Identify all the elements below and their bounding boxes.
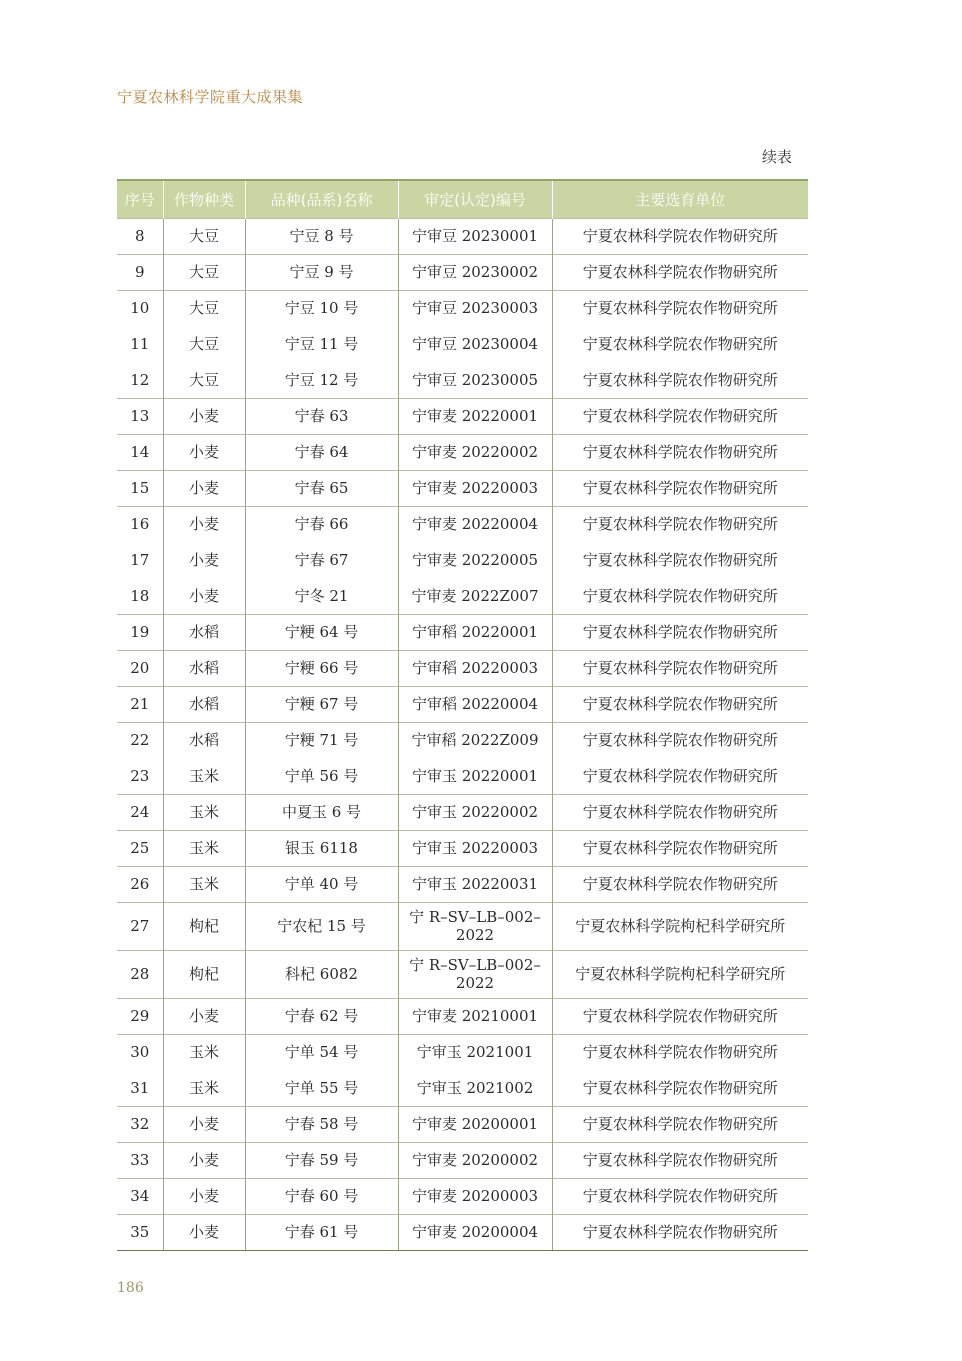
- table-row: [117, 998, 808, 1034]
- cell-no: 20: [117, 650, 163, 686]
- cell-unit: 宁夏农林科学院农作物研究所: [552, 398, 808, 434]
- cell-crop: 小麦: [163, 398, 245, 434]
- page-number: 186: [117, 1280, 144, 1296]
- table-row: [117, 1070, 808, 1106]
- cell-variety: 宁单 40 号: [245, 866, 398, 902]
- cell-variety: 宁春 61 号: [245, 1214, 398, 1250]
- cell-code: 宁审麦 20220004: [398, 506, 552, 542]
- column-header-unit: 主要选育单位: [552, 180, 808, 218]
- table-row: [117, 614, 808, 650]
- cell-code: 宁审麦 20220002: [398, 434, 552, 470]
- cell-variety: 宁豆 12 号: [245, 362, 398, 398]
- cell-code: 宁审稻 20220004: [398, 686, 552, 722]
- cell-no: 22: [117, 722, 163, 758]
- table-row: [117, 542, 808, 578]
- cell-no: 19: [117, 614, 163, 650]
- cell-variety: 中夏玉 6 号: [245, 794, 398, 830]
- cell-no: 27: [117, 902, 163, 950]
- cell-unit: 宁夏农林科学院农作物研究所: [552, 866, 808, 902]
- cell-variety: 宁粳 71 号: [245, 722, 398, 758]
- table-row: [117, 578, 808, 614]
- cell-crop: 小麦: [163, 1106, 245, 1142]
- cell-code: 宁审豆 20230001: [398, 218, 552, 254]
- cell-no: 13: [117, 398, 163, 434]
- cell-crop: 小麦: [163, 998, 245, 1034]
- table-row: [117, 254, 808, 290]
- cell-no: 8: [117, 218, 163, 254]
- cell-variety: 宁春 59 号: [245, 1142, 398, 1178]
- cell-code: 宁 R–SV–LB–002–2022: [398, 902, 552, 950]
- cell-no: 35: [117, 1214, 163, 1250]
- table-row: [117, 902, 808, 950]
- cell-crop: 大豆: [163, 362, 245, 398]
- cell-variety: 宁单 56 号: [245, 758, 398, 794]
- cell-code: 宁审麦 20210001: [398, 998, 552, 1034]
- cell-variety: 宁春 60 号: [245, 1178, 398, 1214]
- table-row: [117, 470, 808, 506]
- cell-crop: 小麦: [163, 434, 245, 470]
- table-row: [117, 1214, 808, 1250]
- cell-variety: 宁单 55 号: [245, 1070, 398, 1106]
- cell-code: 宁审麦 20200001: [398, 1106, 552, 1142]
- cell-unit: 宁夏农林科学院农作物研究所: [552, 542, 808, 578]
- cell-variety: 宁春 58 号: [245, 1106, 398, 1142]
- cell-no: 18: [130, 586, 150, 605]
- cell-code: 宁审麦 20200002: [398, 1142, 552, 1178]
- table-row: [117, 218, 808, 254]
- cell-crop: 水稻: [163, 686, 245, 722]
- cell-no: 17: [130, 551, 150, 569]
- table-row: [117, 398, 808, 434]
- cell-crop: 大豆: [163, 218, 245, 254]
- continued-label: 续表: [762, 148, 793, 166]
- cell-crop: 小麦: [163, 542, 245, 578]
- cell-code: 宁审麦 2022Z007: [398, 578, 552, 614]
- cell-unit: 宁夏农林科学院农作物研究所: [552, 578, 808, 614]
- column-header-no: 序号: [117, 180, 163, 218]
- cell-code: 宁审玉 20220002: [398, 794, 552, 830]
- cell-unit: 宁夏农林科学院农作物研究所: [552, 1178, 808, 1214]
- cell-no: 29: [117, 998, 163, 1034]
- cell-variety: 宁春 63: [245, 398, 398, 434]
- table-row: [117, 686, 808, 722]
- cell-variety: 宁春 64: [245, 434, 398, 470]
- cell-crop: 小麦: [163, 470, 245, 506]
- cell-code: 宁审麦 20220003: [398, 470, 552, 506]
- cell-no: 10: [117, 290, 163, 326]
- cell-no: 26: [117, 866, 163, 902]
- cell-crop: 玉米: [163, 866, 245, 902]
- cell-unit: 宁夏农林科学院农作物研究所: [552, 686, 808, 722]
- cell-no: 34: [117, 1178, 163, 1214]
- cell-no: 31: [130, 1078, 150, 1097]
- cell-code: 宁审玉 20220003: [398, 830, 552, 866]
- cell-variety: 宁粳 67 号: [245, 686, 398, 722]
- cell-unit: 宁夏农林科学院农作物研究所: [552, 794, 808, 830]
- cell-no: 15: [117, 470, 163, 506]
- table-row: [117, 722, 808, 758]
- cell-variety: 宁豆 10 号: [245, 290, 398, 326]
- cell-unit: 宁夏农林科学院农作物研究所: [552, 218, 808, 254]
- cell-variety: 宁农杞 15 号: [245, 902, 398, 950]
- cell-no: 25: [117, 830, 163, 866]
- table-row: [117, 1178, 808, 1214]
- cell-no: 11: [130, 335, 150, 353]
- table-row: [117, 794, 808, 830]
- cell-code: 宁审豆 20230002: [398, 254, 552, 290]
- cell-no: 21: [117, 686, 163, 722]
- cell-unit: 宁夏农林科学院农作物研究所: [552, 362, 808, 398]
- cell-crop: 小麦: [163, 578, 245, 614]
- table-row: [117, 362, 808, 398]
- table-header-row: [117, 180, 808, 218]
- cell-variety: 宁豆 9 号: [245, 254, 398, 290]
- cell-unit: 宁夏农林科学院农作物研究所: [552, 614, 808, 650]
- cell-variety: 宁粳 66 号: [245, 650, 398, 686]
- cell-variety: 宁春 66: [245, 506, 398, 542]
- table-row: [117, 1106, 808, 1142]
- cell-unit: 宁夏农林科学院农作物研究所: [552, 722, 808, 758]
- table-row: [117, 1142, 808, 1178]
- cell-unit: 宁夏农林科学院农作物研究所: [552, 830, 808, 866]
- cell-code: 宁审麦 20200004: [398, 1214, 552, 1250]
- cell-no: 24: [117, 794, 163, 830]
- cell-code: 宁审麦 20200003: [398, 1178, 552, 1214]
- cell-unit: 宁夏农林科学院农作物研究所: [552, 254, 808, 290]
- cell-no: 12: [130, 370, 150, 389]
- cell-variety: 宁豆 8 号: [245, 218, 398, 254]
- running-header-title: 宁夏农林科学院重大成果集: [117, 88, 304, 106]
- cell-no: 30: [117, 1034, 163, 1070]
- cell-crop: 水稻: [163, 614, 245, 650]
- cell-code: 宁审稻 2022Z009: [398, 722, 552, 758]
- cell-code: 宁审麦 20220001: [398, 398, 552, 434]
- cell-unit: 宁夏农林科学院农作物研究所: [552, 506, 808, 542]
- cell-no: 14: [117, 434, 163, 470]
- cell-code: 宁审玉 20220031: [398, 866, 552, 902]
- cell-crop: 小麦: [163, 506, 245, 542]
- cell-variety: 科杞 6082: [245, 950, 398, 998]
- cell-code: 宁审玉 2021002: [398, 1070, 552, 1106]
- variety-table: [117, 179, 808, 1251]
- cell-unit: 宁夏农林科学院农作物研究所: [552, 434, 808, 470]
- cell-crop: 大豆: [163, 254, 245, 290]
- table-row: [117, 950, 808, 998]
- cell-variety: 宁粳 64 号: [245, 614, 398, 650]
- cell-crop: 小麦: [163, 1178, 245, 1214]
- cell-code: 宁审麦 20220005: [398, 542, 552, 578]
- cell-unit: 宁夏农林科学院农作物研究所: [552, 290, 808, 326]
- cell-no: 23: [130, 766, 150, 785]
- cell-unit: 宁夏农林科学院农作物研究所: [552, 326, 808, 362]
- cell-unit: 宁夏农林科学院枸杞科学研究所: [552, 950, 808, 998]
- cell-crop: 水稻: [163, 650, 245, 686]
- column-header-variety: 品种(品系)名称: [245, 180, 398, 218]
- cell-no: 33: [117, 1142, 163, 1178]
- cell-unit: 宁夏农林科学院农作物研究所: [552, 1070, 808, 1106]
- cell-unit: 宁夏农林科学院农作物研究所: [552, 1106, 808, 1142]
- cell-variety: 宁春 67: [245, 542, 398, 578]
- cell-no: 16: [117, 506, 163, 542]
- cell-variety: 银玉 6118: [245, 830, 398, 866]
- cell-variety: 宁豆 11 号: [245, 326, 398, 362]
- table-row: [117, 866, 808, 902]
- cell-code: 宁审玉 2021001: [398, 1034, 552, 1070]
- cell-crop: 枸杞: [163, 902, 245, 950]
- cell-crop: 枸杞: [163, 950, 245, 998]
- cell-code: 宁审豆 20230004: [398, 326, 552, 362]
- cell-variety: 宁冬 21: [245, 578, 398, 614]
- cell-variety: 宁春 62 号: [245, 998, 398, 1034]
- table-row: [117, 650, 808, 686]
- column-header-code: 审定(认定)编号: [398, 180, 552, 218]
- cell-unit: 宁夏农林科学院农作物研究所: [552, 1034, 808, 1070]
- cell-crop: 大豆: [163, 326, 245, 362]
- cell-crop: 小麦: [163, 1214, 245, 1250]
- cell-crop: 小麦: [163, 1142, 245, 1178]
- table-row: [117, 1034, 808, 1070]
- cell-no: 32: [117, 1106, 163, 1142]
- cell-crop: 玉米: [163, 1070, 245, 1106]
- table-row: [117, 506, 808, 542]
- cell-crop: 玉米: [163, 758, 245, 794]
- table-row: [117, 290, 808, 326]
- cell-unit: 宁夏农林科学院农作物研究所: [552, 758, 808, 794]
- cell-code: 宁审豆 20230005: [398, 362, 552, 398]
- cell-crop: 大豆: [163, 290, 245, 326]
- cell-variety: 宁单 54 号: [245, 1034, 398, 1070]
- cell-code: 宁审豆 20230003: [398, 290, 552, 326]
- cell-code: 宁审稻 20220003: [398, 650, 552, 686]
- cell-crop: 玉米: [163, 830, 245, 866]
- cell-unit: 宁夏农林科学院农作物研究所: [552, 1214, 808, 1250]
- cell-code: 宁审稻 20220001: [398, 614, 552, 650]
- table-row: [117, 758, 808, 794]
- cell-variety: 宁春 65: [245, 470, 398, 506]
- cell-unit: 宁夏农林科学院农作物研究所: [552, 998, 808, 1034]
- cell-no: 9: [117, 254, 163, 290]
- cell-unit: 宁夏农林科学院农作物研究所: [552, 470, 808, 506]
- cell-crop: 水稻: [163, 722, 245, 758]
- cell-unit: 宁夏农林科学院枸杞科学研究所: [552, 902, 808, 950]
- cell-unit: 宁夏农林科学院农作物研究所: [552, 1142, 808, 1178]
- table-row: [117, 830, 808, 866]
- cell-crop: 玉米: [163, 1034, 245, 1070]
- cell-crop: 玉米: [163, 794, 245, 830]
- table-row: [117, 434, 808, 470]
- cell-code: 宁审玉 20220001: [398, 758, 552, 794]
- table-body: [117, 218, 808, 1250]
- table-row: [117, 326, 808, 362]
- cell-code: 宁 R–SV–LB–002–2022: [398, 950, 552, 998]
- column-header-crop: 作物种类: [163, 180, 245, 218]
- cell-unit: 宁夏农林科学院农作物研究所: [552, 650, 808, 686]
- cell-no: 28: [117, 950, 163, 998]
